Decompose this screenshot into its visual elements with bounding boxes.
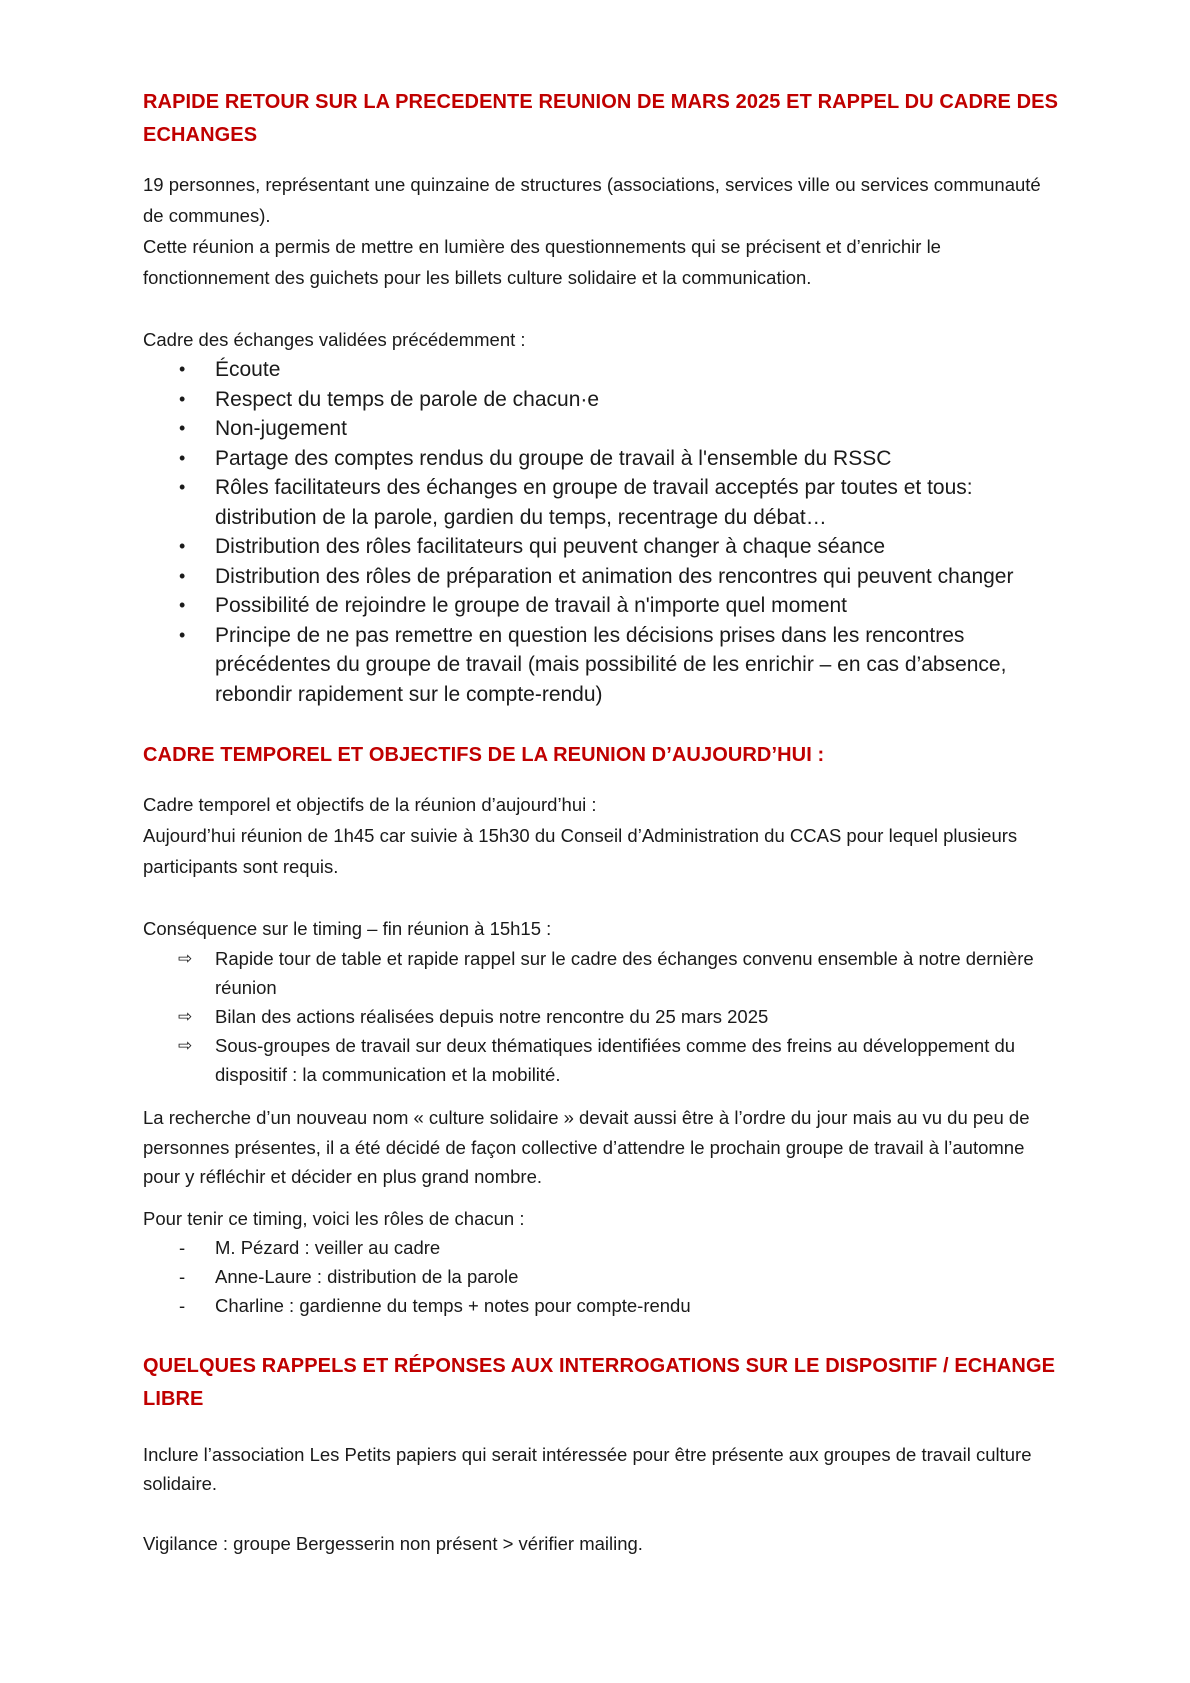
- arrow-icon: ⇨: [178, 949, 193, 968]
- dash-marker: -: [179, 1265, 186, 1287]
- paragraph-nouveau-nom: La recherche d’un nouveau nom « culture solidaire » devait aussi être à l’ordre du jour mais au vu du peu de personnes présentes, il a été décidé de façon collective d’attendre le prochain groupe de travail à l’automne pour y réfléchir et décider en plus grand nombre.: [143, 1107, 1030, 1187]
- paragraph-vigilance: Vigilance : groupe Bergesserin non présent > vérifier mailing.: [143, 1532, 643, 1554]
- list-item: [143, 385, 1063, 415]
- list-item: [143, 414, 1063, 444]
- section-heading-rappels: QUELQUES RAPPELS ET RÉPONSES AUX INTERROGATIONS SUR LE DISPOSITIF / ECHANGE LIBRE: [143, 1354, 1056, 1410]
- rule-text: Non-jugement: [215, 417, 347, 440]
- agenda-text: Sous-groupes de travail sur deux thématiques identifiées comme des freins au développement du dispositif : la communication et la mobilité.: [215, 1035, 1016, 1085]
- list-item: [143, 591, 1063, 621]
- list-item: [143, 1291, 1063, 1320]
- list-item: [143, 621, 1063, 710]
- roles-list: [143, 1233, 1063, 1320]
- list-item: [143, 944, 1063, 1002]
- bullet-marker: •: [179, 536, 186, 556]
- list-item: [143, 1002, 1063, 1031]
- rule-text: Principe de ne pas remettre en question les décisions prises dans les rencontres précédentes du groupe de travail (mais possibilité de les enrichir – en cas d’absence, rebondir rapidement sur le compte-rendu): [215, 623, 1007, 706]
- section-heading-cadre-temporel: CADRE TEMPOREL ET OBJECTIFS DE LA REUNION D’AUJOURD’HUI :: [143, 744, 825, 766]
- paragraph-cadre-intro: Cadre des échanges validées précédemment :: [143, 329, 526, 350]
- bullet-marker: •: [179, 595, 186, 615]
- dash-marker: -: [179, 1236, 186, 1258]
- bullet-marker: •: [179, 624, 186, 645]
- bullet-marker: •: [179, 418, 186, 438]
- document-content: [143, 86, 1063, 1559]
- bullet-marker: •: [179, 388, 186, 409]
- paragraph-cadre-temporel-intro: Cadre temporel et objectifs de la réunion d’aujourd’hui :: [143, 794, 597, 815]
- rules-list: [143, 355, 1063, 709]
- agenda-text: Rapide tour de table et rapide rappel sur le cadre des échanges convenu ensemble à notre dernière réunion: [215, 948, 1034, 998]
- rule-text: Distribution des rôles de préparation et animation des rencontres qui peuvent changer: [215, 564, 1014, 588]
- rule-text: Possibilité de rejoindre le groupe de travail à n'importe quel moment: [215, 594, 848, 617]
- bullet-marker: •: [179, 565, 186, 586]
- list-item: [143, 1262, 1063, 1291]
- paragraph-petits-papiers: Inclure l’association Les Petits papiers qui serait intéressée pour être présente aux groupes de travail culture solidaire.: [143, 1443, 1032, 1494]
- rule-text: Écoute: [215, 358, 281, 381]
- list-item: [143, 1031, 1063, 1089]
- rule-text: Rôles facilitateurs des échanges en groupe de travail acceptés par toutes et tous: distribution de la parole, gardien du temps, recentrage du débat…: [215, 476, 973, 529]
- role-text: Charline : gardienne du temps + notes pour compte-rendu: [215, 1294, 691, 1316]
- rule-text: Respect du temps de parole de chacun·e: [215, 387, 600, 411]
- list-item: [143, 355, 1063, 385]
- section-heading-retour: RAPIDE RETOUR SUR LA PRECEDENTE REUNION DE MARS 2025 ET RAPPEL DU CADRE DES ECHANGES: [143, 91, 1059, 146]
- rule-text: Distribution des rôles facilitateurs qui peuvent changer à chaque séance: [215, 535, 886, 558]
- arrow-icon: ⇨: [178, 1007, 193, 1026]
- role-text: Anne-Laure : distribution de la parole: [215, 1265, 519, 1287]
- paragraph-participants: 19 personnes, représentant une quinzaine de structures (associations, services ville ou services communauté de communes).: [143, 174, 1041, 226]
- paragraph-reunion-summary: Cette réunion a permis de mettre en lumière des questionnements qui se précisent et d’enrichir le fonctionnement des guichets pour les billets culture solidaire et la communication.: [143, 236, 941, 288]
- bullet-marker: •: [179, 359, 186, 379]
- arrow-icon: ⇨: [178, 1036, 193, 1055]
- rule-text: Partage des comptes rendus du groupe de travail à l'ensemble du RSSC: [215, 446, 892, 470]
- list-item: [143, 532, 1063, 562]
- dash-marker: -: [179, 1294, 186, 1316]
- list-item: [143, 1233, 1063, 1262]
- agenda-list: [143, 944, 1063, 1089]
- bullet-marker: •: [179, 477, 186, 497]
- bullet-marker: •: [179, 447, 186, 468]
- role-text: M. Pézard : veiller au cadre: [215, 1236, 441, 1258]
- list-item: [143, 473, 1063, 532]
- list-item: [143, 562, 1063, 592]
- list-item: [143, 444, 1063, 474]
- agenda-text: Bilan des actions réalisées depuis notre rencontre du 25 mars 2025: [215, 1006, 769, 1027]
- paragraph-timing-intro: Conséquence sur le timing – fin réunion à 15h15 :: [143, 918, 552, 939]
- paragraph-duration: Aujourd’hui réunion de 1h45 car suivie à 15h30 du Conseil d’Administration du CCAS pour lequel plusieurs participants sont requis.: [143, 825, 1018, 877]
- paragraph-roles-intro: Pour tenir ce timing, voici les rôles de chacun :: [143, 1207, 525, 1229]
